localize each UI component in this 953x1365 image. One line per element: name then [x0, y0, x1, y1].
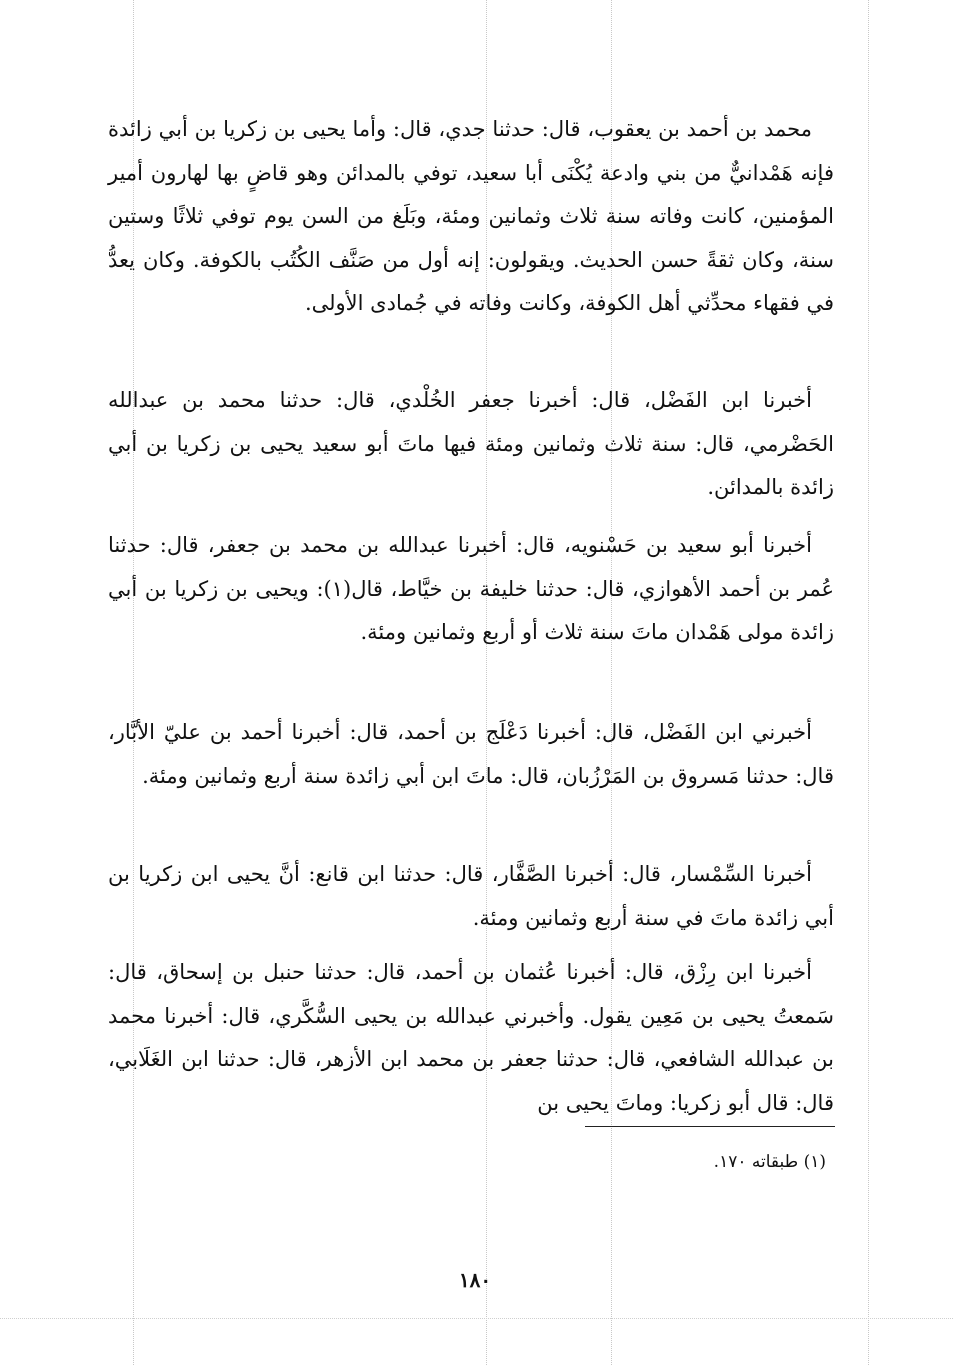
scan-artifact-line — [0, 1318, 953, 1319]
paragraph-text: أخبرنا السِّمْسار، قال: أخبرنا الصَّفَّار، قال: حدثنا ابن قانع: أنَّ يحيى ابن زكريا بن أبي زائدة ماتَ في سنة أربع وثمانين ومئة. — [108, 862, 834, 930]
body-paragraph-4 — [108, 711, 834, 798]
paragraph-text: أخبرنا ابن الفَضْل، قال: أخبرنا جعفر الخُلْدي، قال: حدثنا محمد بن عبدالله الحَضْرمي، قال: سنة ثلاث وثمانين ومئة فيها ماتَ أبو سعيد يحيى بن زكريا بن أبي زائدة بالمدائن. — [108, 388, 834, 499]
body-paragraph-6 — [108, 951, 834, 1125]
page-number: ١٨٠ — [458, 1268, 492, 1292]
scan-artifact-line — [868, 0, 869, 1365]
paragraph-text: أخبرني ابن الفَضْل، قال: أخبرنا دَعْلَج بن أحمد، قال: أخبرنا أحمد بن عليّ الأبَّار، قال: حدثنا مَسروق بن المَرْزُبان، قال: ماتَ ابن أبي زائدة سنة أربع وثمانين ومئة. — [108, 720, 834, 788]
paragraph-text: أخبرنا أبو سعيد بن حَسْنويه، قال: أخبرنا عبدالله بن محمد بن جعفر، قال: حدثنا عُمر بن أحمد الأهوازي، قال: حدثنا خليفة بن خيَّاط، قال(١): ويحيى بن زكريا بن أبي زائدة مولى هَمْدان ماتَ سنة ثلاث أو أربع وثمانين ومئة. — [108, 533, 834, 644]
footnote: (١) طبقاته ١٧٠. — [713, 1152, 826, 1172]
body-paragraph-2 — [108, 379, 834, 510]
paragraph-text: أخبرنا ابن رِزْق، قال: أخبرنا عُثمان بن أحمد، قال: حدثنا حنبل بن إسحاق، قال: سَمعتُ يحيى بن مَعِين يقول. وأخبرني عبدالله بن يحيى السُّكَّري، قال: أخبرنا محمد بن عبدالله الشافعي، قال: حدثنا جعفر بن محمد ابن الأزهر، قال: حدثنا ابن الغَلَابي، قال: قال أبو زكريا: وماتَ يحيى بن — [108, 960, 834, 1115]
body-paragraph-1 — [108, 108, 834, 326]
body-paragraph-5 — [108, 853, 834, 940]
body-paragraph-3 — [108, 524, 834, 655]
footnote-divider — [585, 1126, 835, 1127]
paragraph-text: محمد بن أحمد بن يعقوب، قال: حدثنا جدي، قال: وأما يحيى بن زكريا بن أبي زائدة فإنه هَمْدانيٌّ من بني وادعة يُكْنَى أبا سعيد، توفي بالمدائن وهو قاضٍ بها لهارون أمير المؤمنين، كانت وفاته سنة ثلاث وثمانين ومئة، وبَلَغ من السن يوم توفي ثلاثًا وستين سنة، وكان ثقةً حسن الحديث. ويقولون: إنه أول من صَنَّف الكُتُب بالكوفة. وكان يعدُّ في فقهاء محدِّثي أهل الكوفة، وكانت وفاته في جُمادى الأولى. — [108, 117, 834, 315]
